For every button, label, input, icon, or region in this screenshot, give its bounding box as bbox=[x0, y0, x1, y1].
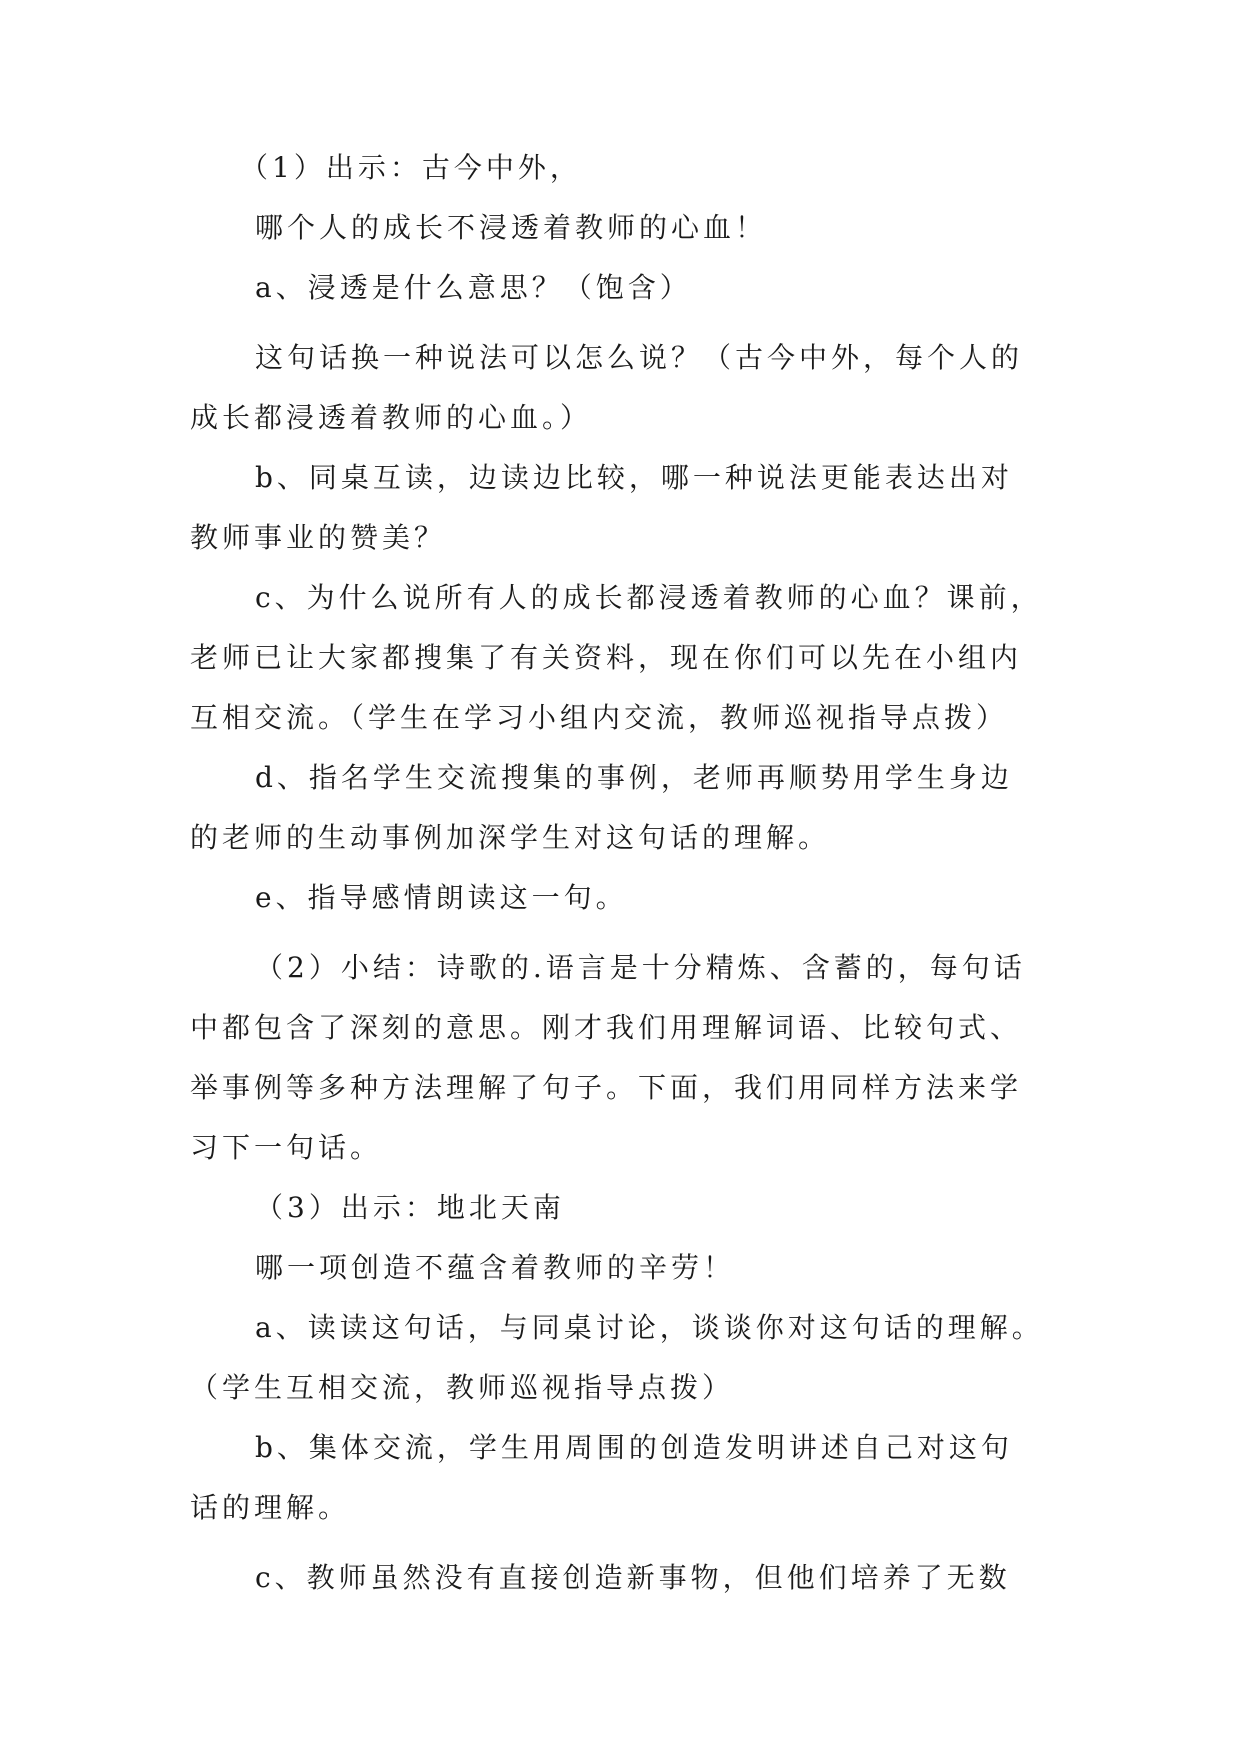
text-line: a、读读这句话，与同桌讨论，谈谈你对这句话的理解。 bbox=[255, 1311, 1044, 1344]
text-line: c、教师虽然没有直接创造新事物，但他们培养了无数 bbox=[255, 1561, 1011, 1594]
text-line: b、集体交流，学生用周围的创造发明讲述自己对这句 bbox=[255, 1431, 1013, 1464]
text-line: 这句话换一种说法可以怎么说？（古今中外，每个人的 bbox=[255, 341, 1024, 374]
text-line: b、同桌互读，边读边比较，哪一种说法更能表达出对 bbox=[255, 461, 1013, 494]
text-line: 习下一句话。 bbox=[190, 1131, 383, 1164]
text-line: a、浸透是什么意思？（饱含） bbox=[255, 271, 692, 304]
text-line: （3）出示：地北天南 bbox=[255, 1191, 565, 1224]
text-line: （2）小结：诗歌的.语言是十分精炼、含蓄的，每句话 bbox=[255, 951, 1026, 984]
text-line: 互相交流。（学生在学习小组内交流，教师巡视指导点拨） bbox=[190, 701, 1009, 734]
text-line: e、指导感情朗读这一句。 bbox=[255, 881, 628, 914]
text-line: 哪一项创造不蕴含着教师的辛劳！ bbox=[255, 1251, 736, 1284]
text-line: （1）出示：古今中外， bbox=[240, 151, 582, 184]
text-line: 教师事业的赞美？ bbox=[190, 521, 447, 554]
text-line: 举事例等多种方法理解了句子。下面，我们用同样方法来学 bbox=[190, 1071, 1023, 1104]
text-line: 成长都浸透着教师的心血。） bbox=[190, 401, 593, 434]
text-line: 话的理解。 bbox=[190, 1491, 351, 1524]
text-line: 的老师的生动事例加深学生对这句话的理解。 bbox=[190, 821, 831, 854]
text-line: 中都包含了深刻的意思。刚才我们用理解词语、比较句式、 bbox=[190, 1011, 1023, 1044]
text-line: c、为什么说所有人的成长都浸透着教师的心血？课前， bbox=[255, 581, 1043, 614]
text-line: 老师已让大家都搜集了有关资料，现在你们可以先在小组内 bbox=[190, 641, 1023, 674]
text-line: （学生互相交流，教师巡视指导点拨） bbox=[190, 1371, 735, 1404]
text-line: d、指名学生交流搜集的事例，老师再顺势用学生身边 bbox=[255, 761, 1013, 794]
text-line: 哪个人的成长不浸透着教师的心血！ bbox=[255, 211, 768, 244]
